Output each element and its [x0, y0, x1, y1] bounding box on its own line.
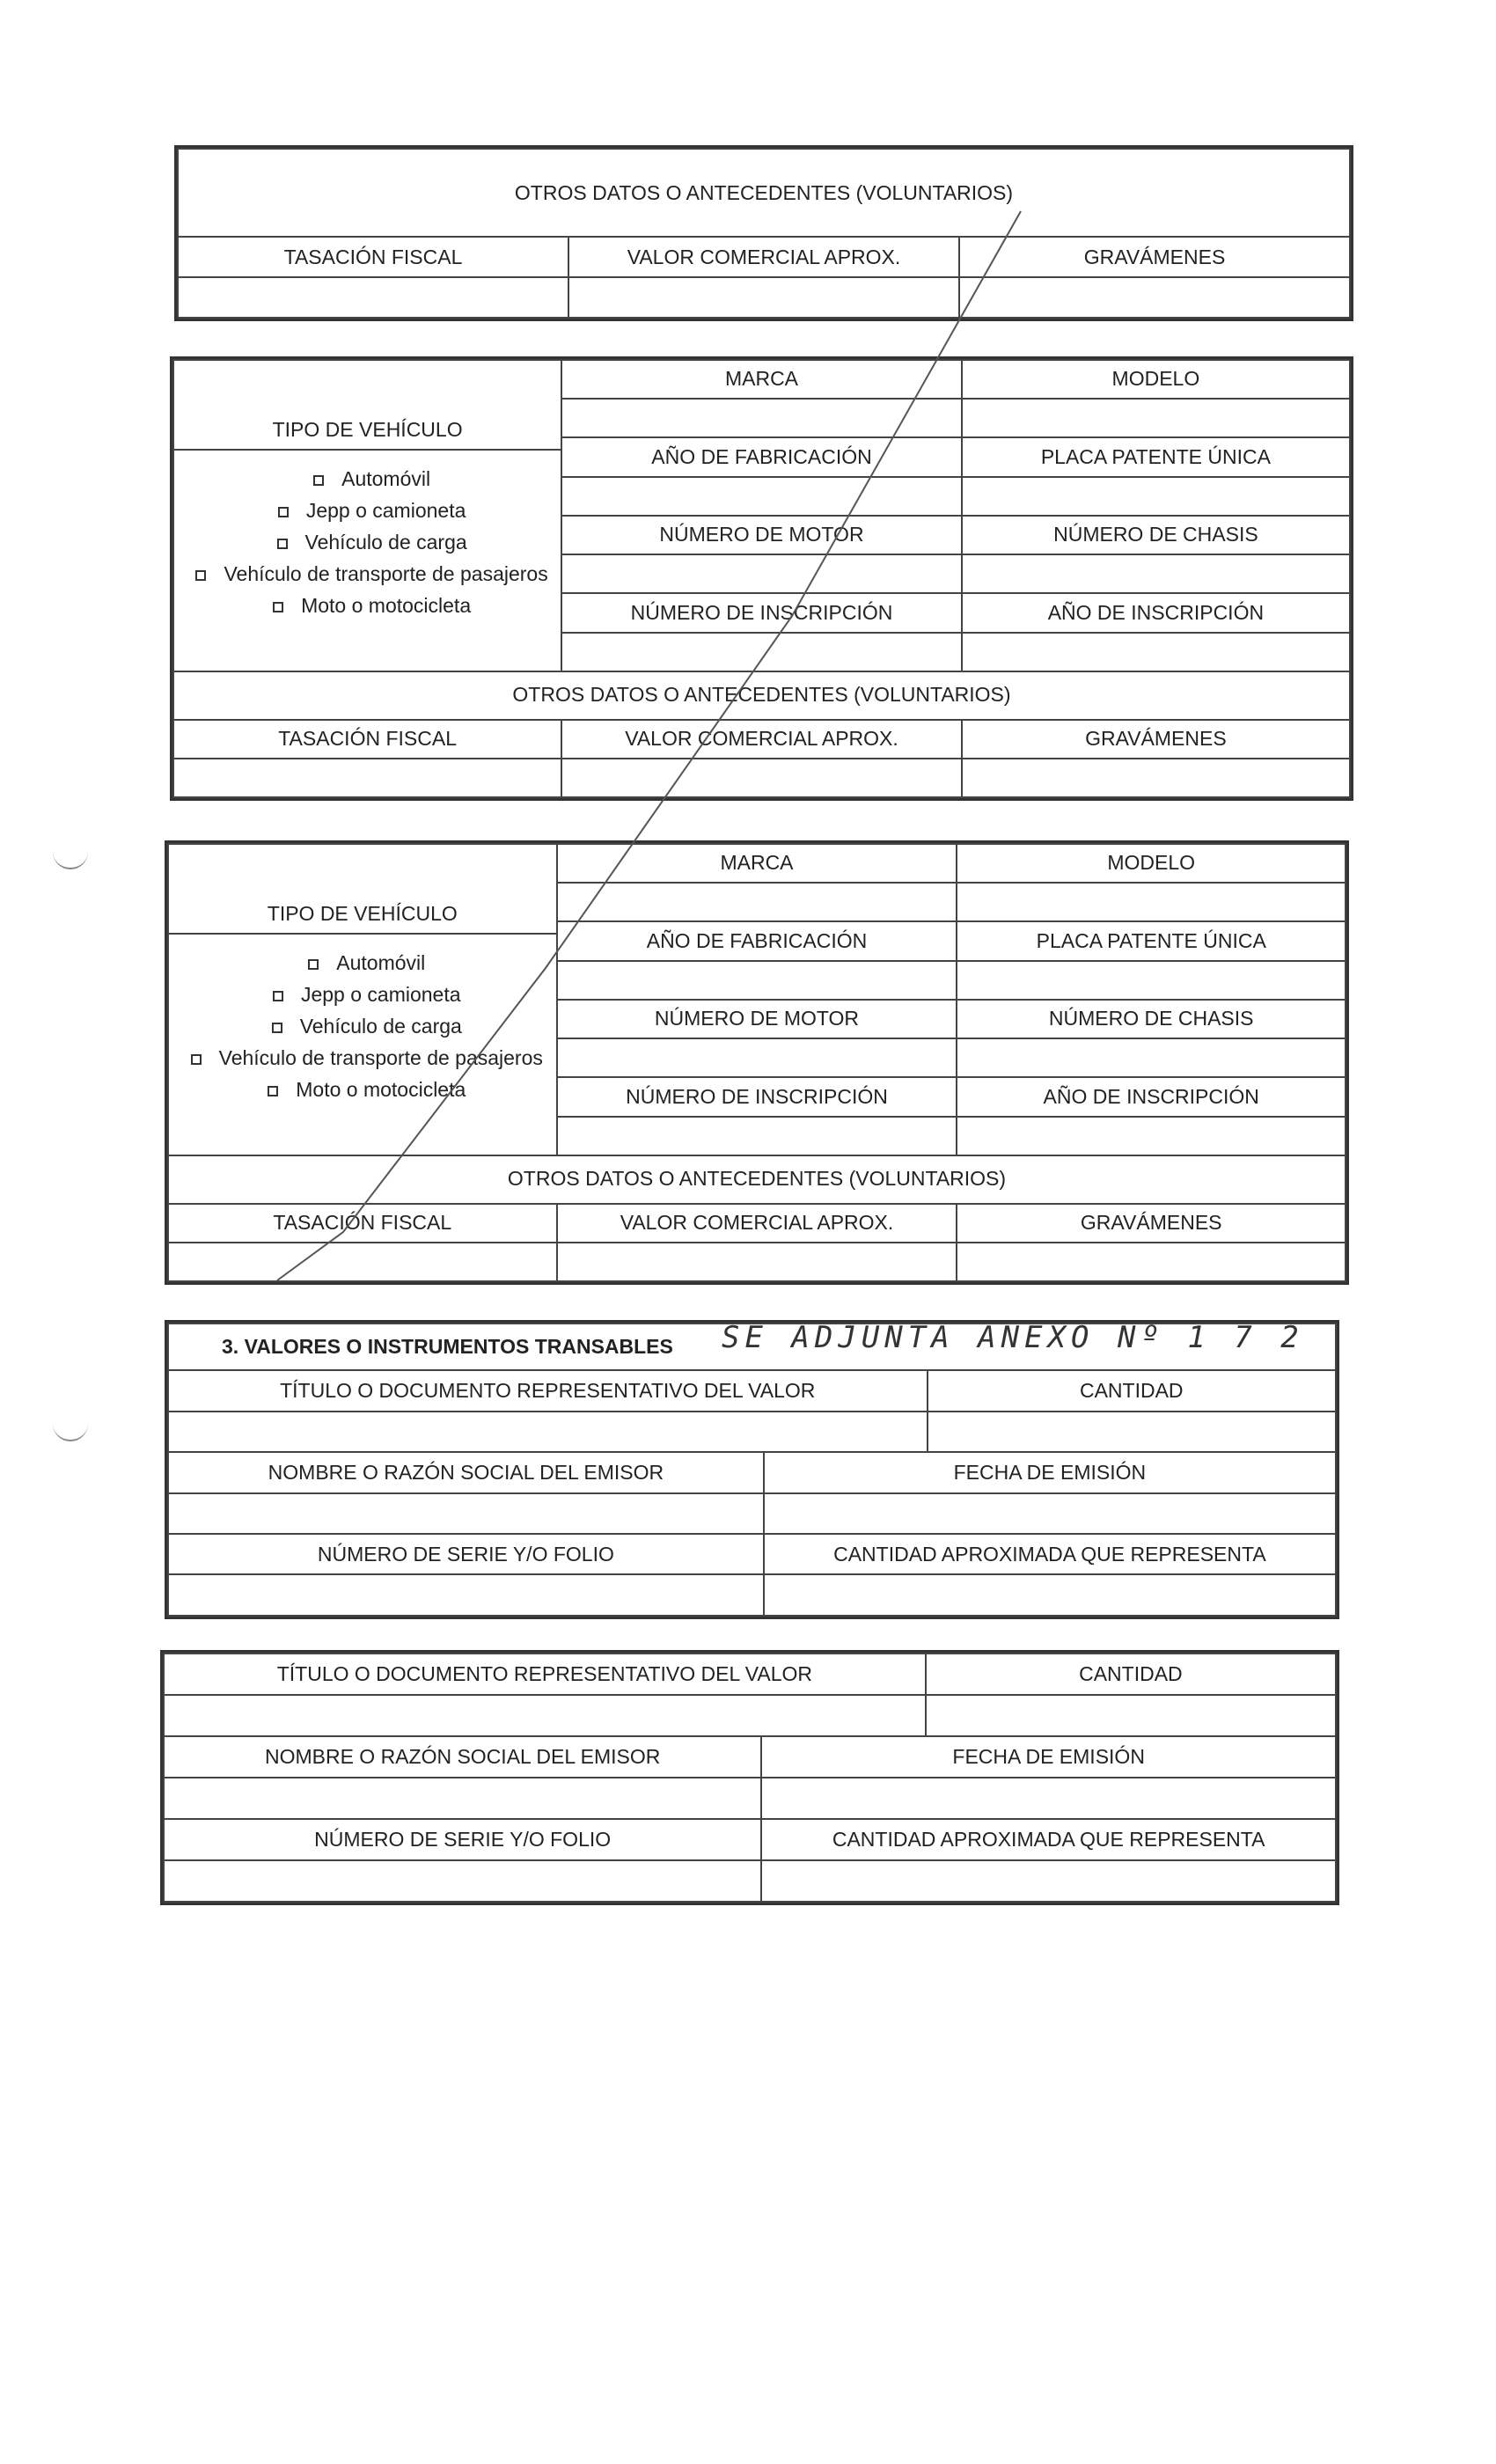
anio-fabricacion-label: AÑO DE FABRICACIÓN [557, 921, 957, 960]
modelo-label: MODELO [957, 844, 1346, 883]
option-automovil[interactable]: Automóvil [174, 463, 561, 495]
gravamenes-label: GRAVÁMENES [957, 1204, 1346, 1243]
option-moto[interactable]: Moto o motocicleta [174, 590, 561, 621]
placa-patente-label: PLACA PATENTE ÚNICA [957, 921, 1346, 960]
nombre-emisor-label: NOMBRE O RAZÓN SOCIAL DEL EMISOR [164, 1736, 761, 1778]
valor-comercial-label: VALOR COMERCIAL APROX. [568, 237, 959, 277]
option-pasajeros[interactable]: Vehículo de transporte de pasajeros [169, 1042, 556, 1074]
cantidad-aproximada-label: CANTIDAD APROXIMADA QUE REPRESENTA [761, 1819, 1336, 1860]
numero-chasis-label: NÚMERO DE CHASIS [957, 1000, 1346, 1038]
anio-inscripcion-label: AÑO DE INSCRIPCIÓN [957, 1077, 1346, 1116]
handwritten-annotation: SE ADJUNTA ANEXO Nº 1 7 2 [722, 1320, 1304, 1355]
numero-chasis-label: NÚMERO DE CHASIS [962, 516, 1350, 554]
numero-serie-label: NÚMERO DE SERIE Y/O FOLIO [164, 1819, 761, 1860]
modelo-label: MODELO [962, 360, 1350, 399]
cantidad-aproximada-label: CANTIDAD APROXIMADA QUE REPRESENTA [764, 1534, 1336, 1574]
anio-inscripcion-label: AÑO DE INSCRIPCIÓN [962, 593, 1350, 632]
fecha-emision-label: FECHA DE EMISIÓN [764, 1452, 1336, 1492]
valor-comercial-label: VALOR COMERCIAL APROX. [561, 720, 962, 759]
marca-label: MARCA [561, 360, 962, 399]
nombre-emisor-label: NOMBRE O RAZÓN SOCIAL DEL EMISOR [168, 1452, 764, 1492]
numero-motor-label: NÚMERO DE MOTOR [557, 1000, 957, 1038]
otros-datos-title: OTROS DATOS O ANTECEDENTES (VOLUNTARIOS) [173, 671, 1350, 720]
tipo-vehiculo-label: TIPO DE VEHÍCULO [169, 894, 556, 935]
titulo-documento-label: TÍTULO O DOCUMENTO REPRESENTATIVO DEL VALOR [168, 1370, 928, 1411]
marca-label: MARCA [557, 844, 957, 883]
gravamenes-label: GRAVÁMENES [962, 720, 1350, 759]
valor-comercial-label: VALOR COMERCIAL APROX. [557, 1204, 957, 1243]
gravamenes-label: GRAVÁMENES [959, 237, 1350, 277]
tipo-vehiculo-label: TIPO DE VEHÍCULO [174, 410, 561, 451]
otros-datos-title: OTROS DATOS O ANTECEDENTES (VOLUNTARIOS) [168, 1155, 1346, 1204]
placa-patente-label: PLACA PATENTE ÚNICA [962, 437, 1350, 476]
option-pasajeros[interactable]: Vehículo de transporte de pasajeros [174, 558, 561, 590]
otros-datos-title: OTROS DATOS O ANTECEDENTES (VOLUNTARIOS) [178, 149, 1350, 237]
option-camioneta[interactable]: Jepp o camioneta [169, 979, 556, 1010]
option-carga[interactable]: Vehículo de carga [174, 526, 561, 558]
numero-inscripcion-label: NÚMERO DE INSCRIPCIÓN [557, 1077, 957, 1116]
numero-motor-label: NÚMERO DE MOTOR [561, 516, 962, 554]
tasacion-fiscal-label: TASACIÓN FISCAL [178, 237, 568, 277]
option-automovil[interactable]: Automóvil [169, 947, 556, 979]
anio-fabricacion-label: AÑO DE FABRICACIÓN [561, 437, 962, 476]
numero-inscripcion-label: NÚMERO DE INSCRIPCIÓN [561, 593, 962, 632]
numero-serie-label: NÚMERO DE SERIE Y/O FOLIO [168, 1534, 764, 1574]
cantidad-label: CANTIDAD [928, 1370, 1336, 1411]
option-moto[interactable]: Moto o motocicleta [169, 1074, 556, 1105]
cantidad-label: CANTIDAD [926, 1654, 1336, 1695]
fecha-emision-label: FECHA DE EMISIÓN [761, 1736, 1336, 1778]
option-carga[interactable]: Vehículo de carga [169, 1010, 556, 1042]
tasacion-fiscal-label: TASACIÓN FISCAL [173, 720, 561, 759]
option-camioneta[interactable]: Jepp o camioneta [174, 495, 561, 526]
titulo-documento-label: TÍTULO O DOCUMENTO REPRESENTATIVO DEL VALOR [164, 1654, 926, 1695]
tasacion-fiscal-label: TASACIÓN FISCAL [168, 1204, 557, 1243]
section-3-title: 3. VALORES O INSTRUMENTOS TRANSABLES [168, 1324, 1336, 1370]
